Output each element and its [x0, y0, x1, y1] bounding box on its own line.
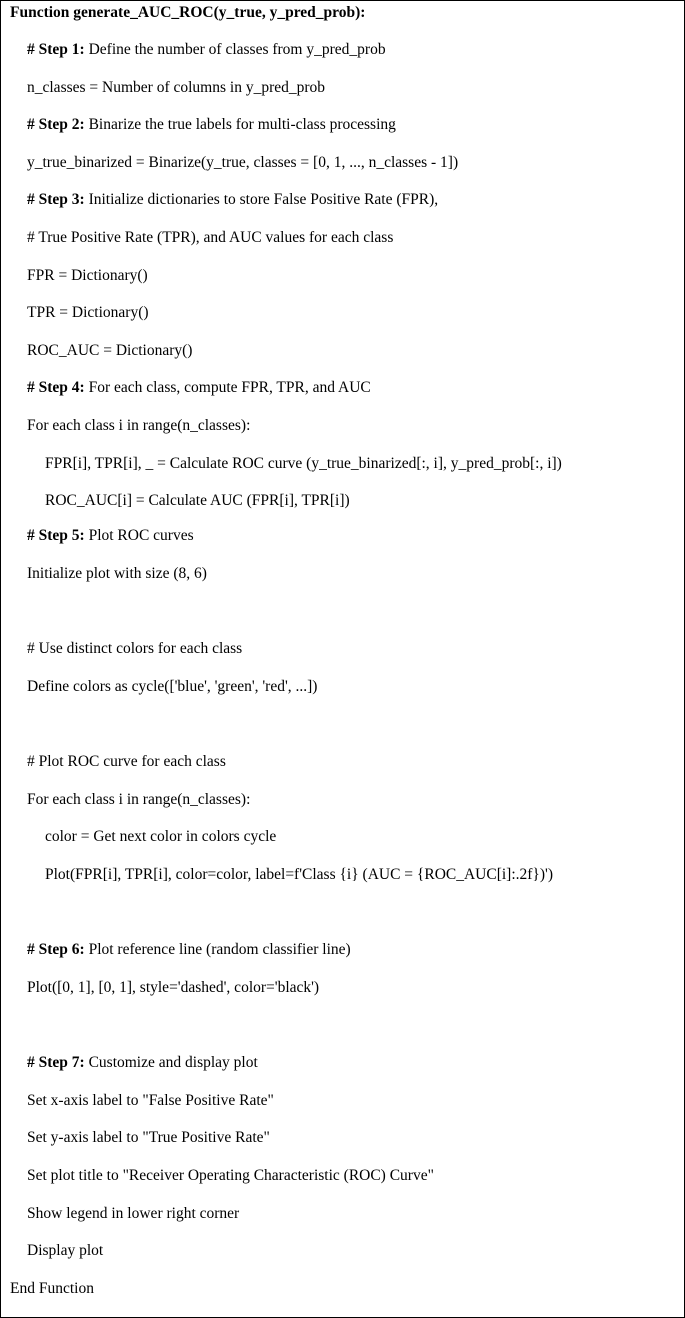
step-1-text: Define the number of classes from y_pred_prob	[84, 41, 386, 58]
comment-distinct-colors	[27, 639, 242, 659]
code-line-roc-auc-dict	[27, 341, 192, 361]
code-line-roc-auc-dict-text: ROC_AUC = Dictionary()	[27, 342, 193, 359]
function-header-text: Function generate_AUC_ROC(y_true, y_pred_prob):	[10, 4, 366, 21]
code-line-for-loop-1	[27, 416, 250, 436]
code-line-fpr-dict	[27, 266, 148, 286]
code-line-display-text: Display plot	[27, 1242, 104, 1259]
step-7-comment	[27, 1053, 258, 1073]
comment-distinct-colors-text: # Use distinct colors for each class	[27, 640, 243, 657]
code-line-calc-roc-text: FPR[i], TPR[i], _ = Calculate ROC curve (y_true_binarized[:, i], y_pred_prob[:, i])	[45, 455, 562, 472]
code-line-define-colors	[27, 677, 317, 697]
code-line-n-classes-text: n_classes = Number of columns in y_pred_prob	[27, 79, 326, 96]
code-line-fpr-dict-text: FPR = Dictionary()	[27, 267, 148, 284]
function-header	[10, 3, 365, 23]
code-line-tpr-dict	[27, 303, 149, 323]
step-7-text: Customize and display plot	[84, 1054, 258, 1071]
code-line-ylabel	[27, 1128, 270, 1148]
step-5-comment	[27, 526, 194, 546]
code-line-init-plot	[27, 564, 207, 584]
step-7-label: # Step 7:	[27, 1054, 85, 1071]
code-line-define-colors-text: Define colors as cycle(['blue', 'green', 'red', ...])	[27, 678, 318, 695]
code-line-next-color	[45, 827, 276, 847]
step-1-label: # Step 1:	[27, 41, 85, 58]
step-5-label: # Step 5:	[27, 527, 85, 544]
step-4-label: # Step 4:	[27, 379, 85, 396]
code-line-n-classes	[27, 78, 325, 98]
code-line-xlabel-text: Set x-axis label to "False Positive Rate"	[27, 1092, 274, 1109]
step-5-text: Plot ROC curves	[84, 527, 194, 544]
step-2-label: # Step 2:	[27, 116, 85, 133]
comment-tpr-auc-text: # True Positive Rate (TPR), and AUC values for each class	[27, 229, 394, 246]
code-line-title	[27, 1166, 434, 1186]
code-line-init-plot-text: Initialize plot with size (8, 6)	[27, 565, 207, 582]
code-line-legend-text: Show legend in lower right corner	[27, 1205, 240, 1222]
function-footer-text: End Function	[10, 1280, 94, 1297]
function-footer	[10, 1279, 94, 1299]
step-2-comment	[27, 115, 396, 135]
code-line-next-color-text: color = Get next color in colors cycle	[45, 828, 277, 845]
code-line-tpr-dict-text: TPR = Dictionary()	[27, 304, 149, 321]
step-3-label: # Step 3:	[27, 191, 85, 208]
code-line-legend	[27, 1204, 239, 1224]
code-line-plot-class-text: Plot(FPR[i], TPR[i], color=color, label=f'Class {i} (AUC = {ROC_AUC[i]:.2f})')	[45, 866, 553, 883]
code-line-ylabel-text: Set y-axis label to "True Positive Rate"	[27, 1129, 270, 1146]
code-line-binarize	[27, 153, 458, 173]
code-line-for-loop-2	[27, 790, 250, 810]
code-line-reference-plot	[27, 978, 319, 998]
step-3-comment	[27, 190, 438, 210]
comment-plot-roc-each	[27, 752, 226, 772]
step-6-label: # Step 6:	[27, 941, 85, 958]
code-line-plot-class	[45, 865, 553, 885]
step-6-text: Plot reference line (random classifier line)	[84, 941, 351, 958]
step-1-comment	[27, 40, 386, 60]
step-3-text: Initialize dictionaries to store False Positive Rate (FPR),	[84, 191, 439, 208]
step-4-text: For each class, compute FPR, TPR, and AUC	[84, 379, 371, 396]
step-6-comment	[27, 940, 351, 960]
code-line-calc-auc-text: ROC_AUC[i] = Calculate AUC (FPR[i], TPR[i])	[45, 492, 350, 509]
comment-plot-roc-each-text: # Plot ROC curve for each class	[27, 753, 226, 770]
code-line-calc-auc	[45, 491, 350, 511]
code-line-for-loop-2-text: For each class i in range(n_classes):	[27, 791, 251, 808]
code-line-title-text: Set plot title to "Receiver Operating Characteristic (ROC) Curve"	[27, 1167, 434, 1184]
code-line-display	[27, 1241, 103, 1261]
code-line-binarize-text: y_true_binarized = Binarize(y_true, classes = [0, 1, ..., n_classes - 1])	[27, 154, 459, 171]
step-4-comment	[27, 378, 371, 398]
code-line-for-loop-1-text: For each class i in range(n_classes):	[27, 417, 251, 434]
step-2-text: Binarize the true labels for multi-class processing	[84, 116, 396, 133]
code-line-xlabel	[27, 1091, 274, 1111]
comment-tpr-auc	[27, 228, 393, 248]
code-line-reference-plot-text: Plot([0, 1], [0, 1], style='dashed', color='black')	[27, 979, 320, 996]
code-line-calc-roc	[45, 454, 562, 474]
